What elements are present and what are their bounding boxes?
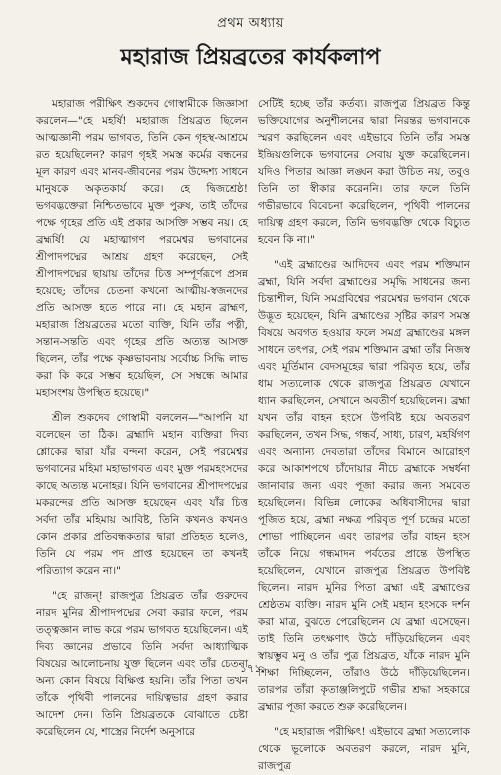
paragraph: "এই ব্রহ্মাণ্ডের আদিদেব এবং পরম শক্তিমান ব্রহ্মা, যিনি সর্বদা ব্রহ্মাণ্ডের সমৃদ্ধি সাধনের জন্য চিন্তাশীল, যিনি সমগ্রবিশ্বের পরমেশ্বর ভগবান থেকে উদ্ভূত হয়েছেন, যিনি ব্রহ্মাণ্ডের সৃষ্টির কারণ সমস্ত বিষয়ে অবগত হওয়ার ফলে সমগ্র ব্রহ্মাণ্ডের মঙ্গল সাধনে তৎপর, সেই পরম শক্তিমান ব্রহ্মা তাঁর নিজস্ব এবং মূর্তিমান বেদসমূহের দ্বারা পরিবৃত হয়ে, তাঁর ধাম সত্যলোক থেকে রাজপুত্র প্রিয়ব্রত যেখানে ধ্যান করছিলেন, সেখানে অবতীর্ণ হয়েছিলেন। ব্রহ্মা যখন তাঁর বাহন হংসে উপবিষ্ট হয়ে অবতরণ করছিলেন, তখন সিদ্ধ, গন্ধর্ব, সাধ্য, চারণ, মহর্ষিগণ এবং অন্যান্য দেবতারা তাঁদের বিমানে আরোহণ করে আকাশপথে চাঁদোয়ার নীচে ব্রহ্মাকে সম্বর্ধনা জানাবার জন্য এবং পূজা করার জন্য সমবেত হয়েছিলেন। বিভিন্ন লোকের অধিবাসীদের দ্বারা পূজিত হয়ে, ব্রহ্মা নক্ষত্র পরিবৃত পূর্ণ চন্দ্রের মতো শোভা পাচ্ছিলেন এবং তারপর তাঁর বাহন হংস তাঁকে নিয়ে গন্ধমাদন পর্বতের প্রান্তে উপস্থিত হয়েছিলেন, যেখানে রাজপুত্র প্রিয়ব্রত উপবিষ্ট ছিলেন। নারদ মুনির পিতা ব্রহ্মা এই ব্রহ্মাণ্ডের শ্রেষ্ঠতম ব্যক্তি। নারদ মুনি সেই মহান হংসকে দর্শন করা মাত্র, বুঝতে পেরেছিলেন যে ব্রহ্মা এসেছেন। তাই তিনি তৎক্ষণাৎ উঠে দাঁড়িয়েছিলেন এবং স্বায়ম্ভুব মনু ও তাঁর পুত্র প্রিয়ব্রত, যাঁকে নারদ মুনি শিক্ষা দিচ্ছিলেন, তাঁরাও উঠে দাঁড়িয়েছিলেন। তারপর তাঁরা কৃতাঞ্জলিপুটে গভীর শ্রদ্ধা সহকারে ব্রহ্মার পূজা করতে শুরু করেছিলেন। xyxy=(258,259,470,713)
page-title: মহারাজ প্রিয়ব্রতের কার্যকলাপ xyxy=(120,44,381,70)
paragraph: "হে মহারাজ পরীক্ষিৎ! এইভাবে ব্রহ্মা সত্যলোক থেকে ভূলোকে অবতরণ করলে, নারদ মুনি, রাজপুত্র xyxy=(258,726,470,772)
paragraph: সেটিই হচ্ছে তাঁর কর্তব্য। রাজপুত্র প্রিয়ব্রত কিন্তু ভক্তিযোগের অনুশীলনের দ্বারা নিরন্তর ভগবানকে স্মরণ করছিলেন এবং এইভাবে তিনি তাঁর সমস্ত ইন্দ্রিয়গুলিকে ভগবানের সেবায় যুক্ত করেছিলেন। যদিও পিতার আজ্ঞা লঙ্ঘন করা উচিত নয়, তবুও তিনি তা স্বীকার করেননি। তার ফলে তিনি গভীরভাবে বিবেচনা করেছিলেন, পৃথিবী পালনের দায়িত্ব গ্রহণ করলে, তিনি ভগবদ্ভক্তি থেকে বিচ্যুত হবেন কি না।" xyxy=(258,98,470,246)
right-text-column xyxy=(258,96,470,772)
paragraph: মহারাজ পরীক্ষিৎ শুকদেব গোস্বামীকে জিজ্ঞাসা করলেন—"হে মহর্ষি! মহারাজ প্রিয়ব্রত ছিলেন আত্মজ্ঞানী পরম ভাগবত, তিনি কেন গৃহস্থ-আশ্রমে রত হয়েছিলেন? কারণ গৃহই সমস্ত কর্মের বন্ধনের মূল কারণ এবং মানব-জীবনের পরম উদ্দেশ্য সাধনে মানুষকে অকৃতকার্য করে। হে দ্বিজশ্রেষ্ঠ! ভগবদ্ভক্তেরা নিশ্চিতভাবে মুক্ত পুরুষ, তাই তাঁদের পক্ষে গৃহের প্রতি এই প্রকার আসক্তি সম্ভব নয়। হে ব্রহ্মর্ষি! যে মহাত্মাগণ পরমেশ্বর ভগবানের শ্রীপাদপদ্মের আশ্রয় গ্রহণ করেছেন, সেই শ্রীপাদপদ্মের ছায়ায় তাঁদের চিত্ত সম্পূর্ণরূপে প্রসন্ন হয়েছে; তাঁদের চেতনা কখনো আত্মীয়-স্বজনদের প্রতি আসক্ত হতে পারে না। হে মহান ব্রাহ্মণ, মহারাজ প্রিয়ব্রতের মতো ব্যক্তি, যিনি তাঁর পত্নী, সন্তান-সন্ততি এবং গৃহের প্রতি অত্যন্ত আসক্ত ছিলেন, তাঁর পক্ষে কৃষ্ণভাবনায় সর্বোচ্চ সিদ্ধি লাভ করা কি করে সম্ভব হয়েছিল, সে সম্বন্ধে আমার মহাসংশয় উপস্থিত হয়েছে।" xyxy=(36,98,248,399)
paragraph: "হে রাজন্! রাজপুত্র প্রিয়ব্রত তাঁর গুরুদেব নারদ মুনির শ্রীপাদপদ্মের সেবা করার ফলে, পরম তত্ত্বজ্ঞান লাভ করে পরম ভাগবত হয়েছিলেন। এই দিব্য জ্ঞানের প্রভাবে তিনি সর্বদা আধ্যাত্মিক বিষয়ের আলোচনায় যুক্ত ছিলেন এবং তাঁর চেতনা অন্য কোন বিষয়ে বিক্ষিপ্ত হয়নি। তাঁর পিতা তখন তাঁকে পৃথিবী পালনের দায়িত্বভার গ্রহণ করার আদেশ দেন। তিনি প্রিয়ব্রতকে বোঝাতে চেষ্টা করেছিলেন যে, শাস্ত্রের নির্দেশ অনুসারে xyxy=(36,590,248,738)
page-number: ১৭১ xyxy=(239,662,262,675)
chapter-heading: প্রথম অধ্যায় xyxy=(217,16,284,31)
paragraph: শ্রীল শুকদেব গোস্বামী বললেন—"আপনি যা বলেছেন তা ঠিক। ব্রহ্মাদি মহান ব্যক্তিরা দিব্য শ্লোকের দ্বারা যাঁর বন্দনা করেন, সেই পরমেশ্বর ভগবানের মহিমা মহাভাগবত এবং মুক্ত পরমহংসদের কাছে অত্যন্ত মনোহর। যিনি ভগবানের শ্রীপাদপদ্মের মকরন্দের প্রতি আসক্ত হয়েছেন এবং যাঁর চিত্ত সর্বদা তাঁর মহিমায় আবিষ্ট, তিনি কখনও কখনও কোন প্রকার প্রতিবন্ধকতার দ্বারা প্রতিহত হলেও, তিনি যে পরম পদ প্রাপ্ত হয়েছেন তা কখনই পরিত্যাগ করেন না।" xyxy=(36,412,248,577)
left-text-column xyxy=(36,96,248,738)
